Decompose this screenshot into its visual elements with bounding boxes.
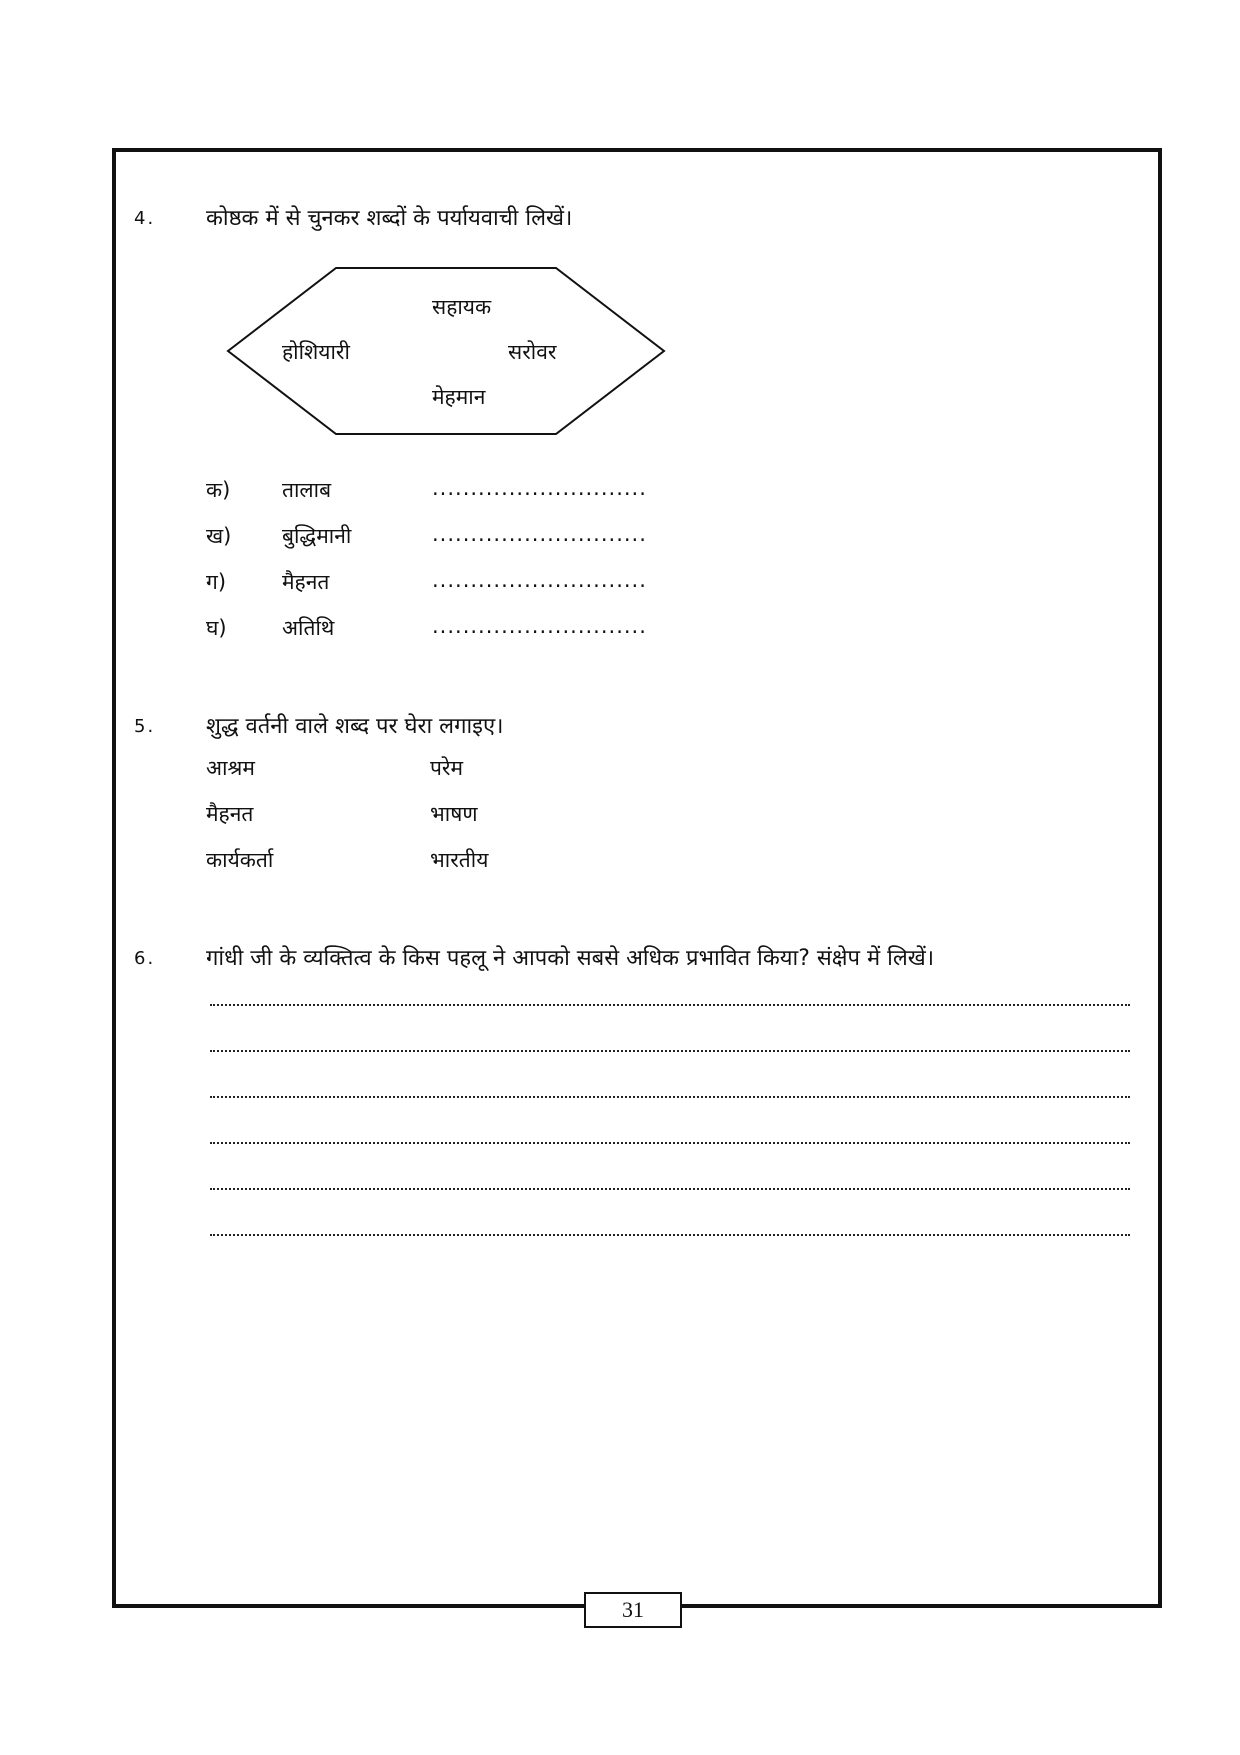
q4-item-blank[interactable]: ............................ [432,476,647,500]
q4-item-label: घ) [206,616,227,640]
word-box-item: सहायक [432,295,492,319]
q5-word-right[interactable]: परेम [430,756,464,780]
q6-question: गांधी जी के व्यक्तित्व के किस पहलू ने आपको सबसे अधिक प्रभावित किया? संक्षेप में लिखें। [206,946,935,971]
q4-item-label: ग) [206,570,227,594]
answer-line[interactable] [210,1142,1130,1144]
q4-item-word: मैहनत [282,570,330,594]
q5-word-right[interactable]: भाषण [430,802,478,826]
q5-word-left[interactable]: कार्यकर्ता [206,848,274,872]
answer-line[interactable] [210,1096,1130,1098]
q5-word-right[interactable]: भारतीय [430,848,489,872]
q4-number: 4. [134,208,156,229]
q5-word-left[interactable]: आश्रम [206,756,255,780]
word-box-item: सरोवर [508,340,557,364]
q5-number: 5. [134,716,156,737]
q4-item-word: तालाब [282,478,332,502]
q4-item-label: ख) [206,524,232,548]
q4-item-blank[interactable]: ............................ [432,522,647,546]
answer-line[interactable] [210,1234,1130,1236]
q4-item-blank[interactable]: ............................ [432,614,647,638]
q4-item-word: बुद्धिमानी [282,524,352,548]
q4-item-word: अतिथि [282,616,335,640]
answer-line[interactable] [210,1004,1130,1006]
q4-item-blank[interactable]: ............................ [432,568,647,592]
answer-line[interactable] [210,1188,1130,1190]
word-box-hexagon [226,266,666,436]
word-box-item: मेहमान [432,385,486,409]
q6-number: 6. [134,948,156,969]
word-box-item: होशियारी [282,340,350,364]
q5-word-left[interactable]: मैहनत [206,802,254,826]
answer-line[interactable] [210,1050,1130,1052]
q5-question: शुद्ध वर्तनी वाले शब्द पर घेरा लगाइए। [206,714,504,739]
q4-question: कोष्ठक में से चुनकर शब्दों के पर्यायवाची लिखें। [206,206,573,231]
q4-item-label: क) [206,478,231,502]
page-number: 31 [584,1592,682,1628]
